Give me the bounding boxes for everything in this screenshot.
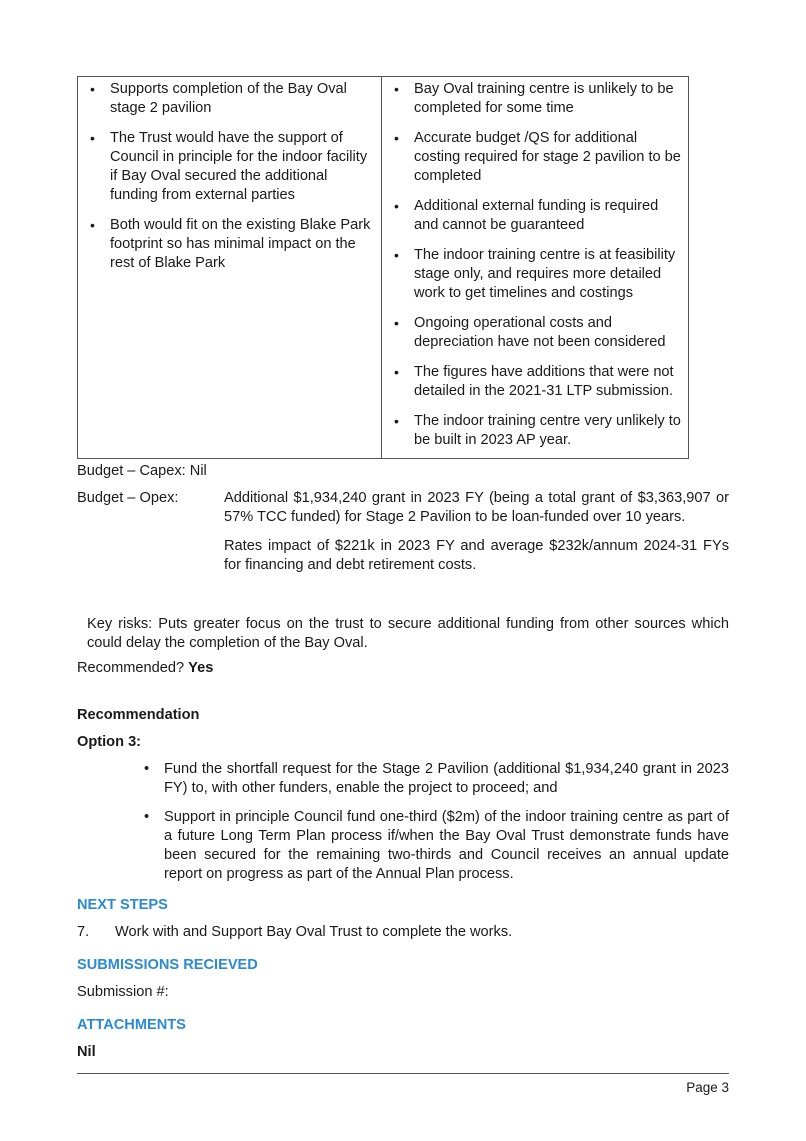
budget-capex: Budget – Capex: Nil [77,463,207,479]
option-label: Option 3: [77,734,142,750]
cons-item: • The figures have additions that were not detailed in the 2021-31 LTP submission. [388,363,682,401]
key-risks: Key risks: Puts greater focus on the trust to secure additional funding from other sources which could delay the completion of the Bay Oval. [87,616,729,651]
pros-list [84,80,375,273]
pros-item: • Both would fit on the existing Blake Park footprint so has minimal impact on the rest of Blake Park [84,216,375,273]
recommendation-item: • Support in principle Council fund one-third ($2m) of the indoor training centre as part of a future Long Term Plan process if/when the Bay Oval Trust demonstrate funds have been secured for the remaining two-thirds and Council receives an annual update report on progress as part of the Annual Plan process. [164,808,729,884]
recommended-label: Recommended? [77,660,185,676]
page-content [77,76,729,1062]
pros-cons-table [77,76,689,459]
submissions-heading: SUBMISSIONS RECIEVED [77,957,258,973]
recommendation-item: • Fund the shortfall request for the Stage 2 Pavilion (additional $1,934,240 grant in 2023 FY) to, with other funders, enable the project to proceed; and [164,760,729,798]
next-steps-heading: NEXT STEPS [77,897,168,913]
cons-item: • Bay Oval training centre is unlikely to be completed for some time [388,80,682,118]
next-step-text: Work with and Support Bay Oval Trust to complete the works. [115,924,513,940]
cons-list [388,80,682,450]
pros-item: • The Trust would have the support of Council in principle for the indoor facility if Bay Oval secured the additional funding from external parties [84,129,375,205]
submissions-text: Submission #: [77,984,169,1000]
budget-opex-label: Budget – Opex: [77,490,179,506]
cons-item: • Ongoing operational costs and depreciation have not been considered [388,314,682,352]
pros-cell [78,77,382,459]
recommendation-list [77,760,729,884]
recommended-line [77,659,729,678]
budget-opex-line: Rates impact of $221k in 2023 FY and average $232k/annum 2024-31 FYs for financing and debt retirement costs. [224,538,729,573]
budget-opex-body [224,489,729,585]
next-step-item [77,923,729,942]
recommendation-heading: Recommendation [77,707,200,723]
next-step-number: 7. [77,924,90,940]
cons-item: • The indoor training centre very unlikely to be built in 2023 AP year. [388,412,682,450]
budget-opex [77,489,729,585]
cons-item: • Additional external funding is required and cannot be guaranteed [388,197,682,235]
pros-item: • Supports completion of the Bay Oval stage 2 pavilion [84,80,375,118]
recommended-value: Yes [188,660,214,676]
attachments-text: Nil [77,1044,96,1060]
cons-item: • Accurate budget /QS for additional costing required for stage 2 pavilion to be completed [388,129,682,186]
attachments-heading: ATTACHMENTS [77,1017,186,1033]
cons-cell [382,77,689,459]
budget-opex-line: Additional $1,934,240 grant in 2023 FY (being a total grant of $3,363,907 or 57% TCC funded) for Stage 2 Pavilion to be loan-funded over 10 years. [224,490,729,525]
page-number: Page 3 [686,1080,729,1095]
footer-divider [77,1073,729,1074]
cons-item: • The indoor training centre is at feasibility stage only, and requires more detailed work to get timelines and costings [388,246,682,303]
